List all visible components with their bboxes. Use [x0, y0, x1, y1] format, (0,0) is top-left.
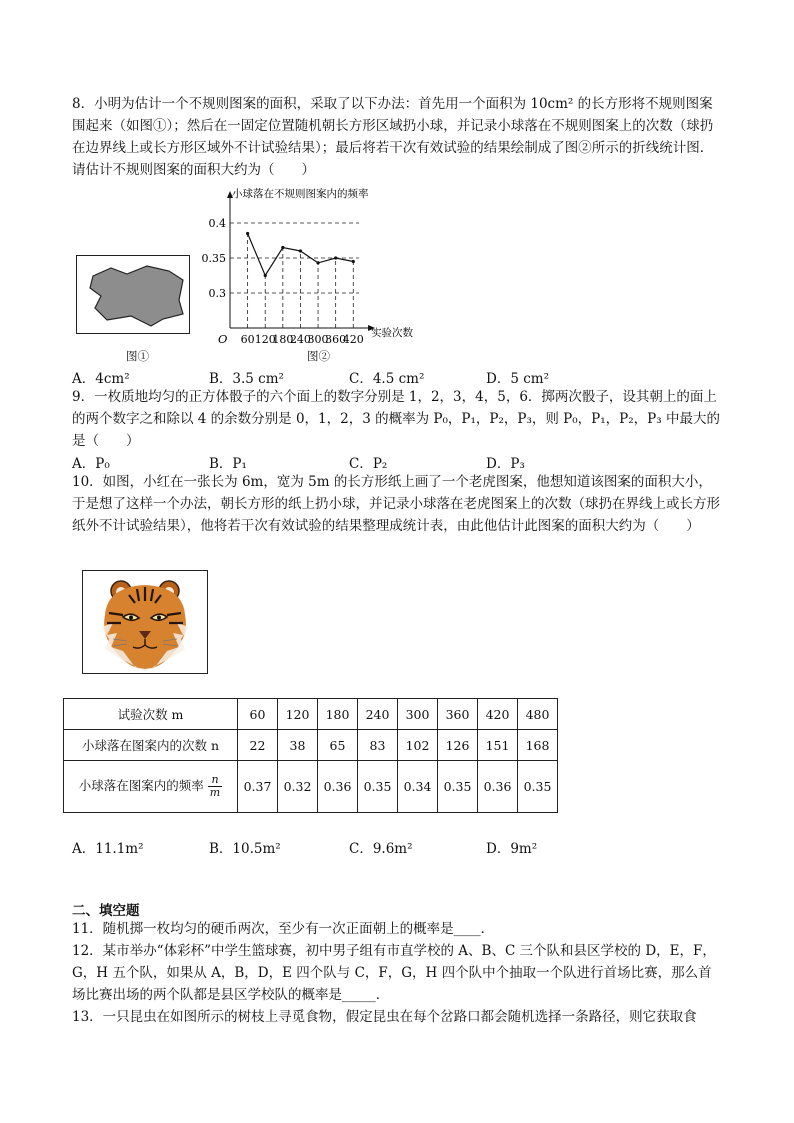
q9-option-c[interactable]: C．P₂ [349, 456, 388, 472]
table-cell: 0.35 [438, 761, 478, 813]
table-cell: 0.36 [478, 761, 518, 813]
table-row-label [64, 761, 238, 813]
table-cell: 120 [278, 699, 318, 730]
chart-x-tick-label: 180 [272, 333, 294, 346]
tiger-picture [82, 570, 208, 674]
q10-option-a[interactable]: A．11.1m² [72, 841, 144, 857]
table-cell: 168 [518, 730, 558, 761]
chart-x-axis-label: 实验次数 [371, 327, 414, 339]
figure-1-caption: 图① [126, 349, 149, 363]
q9-option-a[interactable]: A．P₀ [72, 456, 110, 472]
chart-x-tick-label: 240 [289, 333, 311, 346]
chart-data-point [281, 246, 284, 249]
table-cell: 0.35 [518, 761, 558, 813]
chart-data-point [352, 260, 355, 263]
q9-option-d[interactable]: D．P₃ [486, 456, 525, 472]
table-cell: 240 [358, 699, 398, 730]
chart-origin-label: O [218, 332, 228, 346]
chart-y-axis-label: 小球落在不规则图案内的频率 [232, 188, 369, 200]
table-row-label: 小球落在图案内的次数 n [64, 730, 238, 761]
question-9-options [72, 452, 732, 472]
table-row-label: 试验次数 m [64, 699, 238, 730]
chart-data-point [264, 274, 267, 277]
table-cell: 65 [318, 730, 358, 761]
table-row-frequency [64, 761, 558, 813]
table-cell: 126 [438, 730, 478, 761]
chart-y-tick-label: 0.35 [201, 252, 226, 265]
table-cell: 0.32 [278, 761, 318, 813]
table-cell: 420 [478, 699, 518, 730]
q8-option-c[interactable]: C．4.5 cm² [349, 371, 425, 387]
fraction-numerator: n [208, 774, 222, 787]
q8-option-b[interactable]: B．3.5 cm² [209, 371, 284, 387]
table-cell: 0.35 [358, 761, 398, 813]
question-11-text: 11．随机掷一枚均匀的硬币两次，至少有一次正面朝上的概率是____． [72, 921, 495, 937]
chart-data-point [334, 256, 337, 259]
question-8-text: 8．小明为估计一个不规则图案的面积，采取了以下办法：首先用一个面积为 10cm² 的长方形将不规则图案围起来（如图①）；然后在一固定位置随机朝长方形区域扔小球，并记录小球落在不规则图案上的次数（球扔在边界线上或长方形区域外不计试验结果）；最后将若干次有效试验的结果绘制成了图②所示的折线统计图．请估计不规则图案的面积大约为（ ） [72, 96, 714, 178]
table-cell: 38 [278, 730, 318, 761]
table-cell: 151 [478, 730, 518, 761]
question-8-options [72, 367, 732, 387]
table-row-hits [64, 730, 558, 761]
q10-option-b[interactable]: B．10.5m² [209, 841, 281, 857]
table-cell: 180 [318, 699, 358, 730]
irregular-shape-graphic [77, 256, 189, 333]
chart-x-tick-label: 120 [254, 333, 276, 346]
table-cell: 0.36 [318, 761, 358, 813]
table-cell: 22 [238, 730, 278, 761]
chart-x-tick-label: 420 [342, 333, 364, 346]
q8-option-a[interactable]: A．4cm² [72, 371, 130, 387]
figure-2-caption: 图② [307, 349, 330, 363]
question-12-text: 12．某市举办“体彩杯”中学生篮球赛，初中男子组有市直学校的 A、B、C 三个队和县区学校的 D，E，F，G，H 五个队，如果从 A，B，D，E 四个队与 C，F，G，H 四个队中个抽取一个队进行首场比赛，那么首场比赛出场的两个队都是县区学校队的概率是_____． [72, 943, 716, 1003]
table-cell: 60 [238, 699, 278, 730]
figure-1-irregular-shape [76, 255, 190, 334]
table-cell: 360 [438, 699, 478, 730]
table-cell: 300 [398, 699, 438, 730]
section-title-fill-in: 二、填空题 [72, 903, 140, 919]
chart-x-tick-label: 60 [240, 333, 255, 346]
table-cell: 83 [358, 730, 398, 761]
n-over-m-fraction [208, 774, 222, 799]
chart-x-tick-label: 360 [325, 333, 347, 346]
q10-option-d[interactable]: D．9m² [486, 841, 538, 857]
chart-y-tick-label: 0.4 [208, 217, 226, 230]
q9-option-b[interactable]: B．P₁ [209, 456, 247, 472]
q8-option-d[interactable]: D．5 cm² [486, 371, 549, 387]
table-cell: 480 [518, 699, 558, 730]
chart-data-point [246, 232, 249, 235]
frequency-line-chart [201, 188, 480, 353]
tiger-head-icon [83, 571, 207, 673]
chart-x-tick-label: 300 [307, 333, 329, 346]
fraction-denominator: m [209, 786, 221, 799]
question-10-text: 10．如图，小红在一张长为 6m，宽为 5m 的长方形纸上画了一个老虎图案，他想知道该图案的面积大小，于是想了这样一个办法，朝长方形的纸上扔小球，并记录小球落在老虎图案上的次数（球扔在界线上或长方形纸外不计试验结果），他将若干次有效试验的结果整理成统计表，由此他估计此图案的面积大约为（ ） [72, 474, 720, 534]
table-cell: 0.37 [238, 761, 278, 813]
chart-data-point [316, 261, 319, 264]
chart-y-tick-label: 0.3 [208, 287, 226, 300]
question-10-options [72, 837, 732, 857]
question-9-text: 9．一枚质地均匀的正方体骰子的六个面上的数字分别是 1，2，3，4，5，6．掷两次骰子，设其朝上的面上的两个数字之和除以 4 的余数分别是 0，1，2，3 的概率为 P₀，P₁，P₂，P₃，则 P₀，P₁，P₂，P₃ 中最大的是（ ） [72, 389, 720, 449]
chart-data-point [299, 249, 302, 252]
experiment-results-table [63, 698, 558, 813]
frequency-label-text: 小球落在图案内的频率 [78, 778, 204, 793]
question-13-text: 13．一只昆虫在如图所示的树枝上寻觅食物，假定昆虫在每个岔路口都会随机选择一条路径，则它获取食 [72, 1009, 697, 1025]
q10-option-c[interactable]: C．9.6m² [349, 841, 413, 857]
table-cell: 102 [398, 730, 438, 761]
table-row-trials [64, 699, 558, 730]
table-cell: 0.34 [398, 761, 438, 813]
